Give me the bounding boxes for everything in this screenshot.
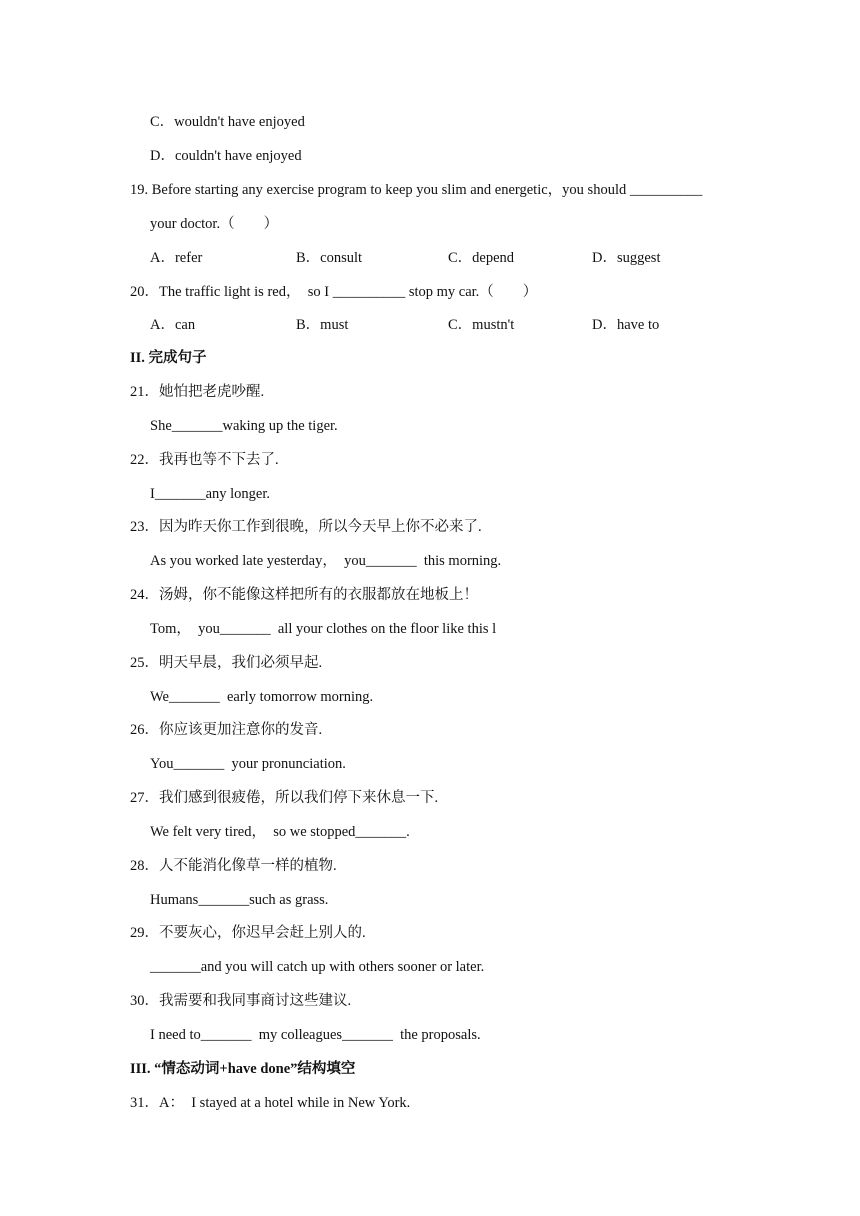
sentence-23-en: As you worked late yesterday， you_______ this morning.	[150, 553, 502, 569]
sentence-27-cn: 27．我们感到很疲倦，所以我们停下来休息一下.	[130, 790, 439, 806]
sentence-25-cn: 25．明天早晨，我们必须早起.	[130, 655, 323, 671]
q19-option-c: C．depend	[448, 250, 515, 266]
sentence-28-cn: 28．人不能消化像草一样的植物.	[130, 858, 337, 874]
section-heading-2: II. 完成句子	[130, 350, 207, 366]
question-19: 19. Before starting any exercise program to keep you slim and energetic，you should __________	[130, 182, 703, 198]
q19-option-a: A．refer	[150, 250, 203, 266]
q20-option-a: A．can	[150, 317, 196, 333]
q20-option-b: B．must	[296, 317, 349, 333]
sentence-29-en: _______and you will catch up with others sooner or later.	[150, 959, 485, 975]
sentence-29-cn: 29．不要灰心，你迟早会赶上别人的.	[130, 925, 366, 941]
sentence-24-cn: 24．汤姆，你不能像这样把所有的衣服都放在地板上！	[130, 587, 478, 603]
sentence-25-en: We_______ early tomorrow morning.	[150, 689, 374, 705]
question-31: 31．A： I stayed at a hotel while in New York.	[130, 1095, 411, 1111]
q19-option-d: D．suggest	[592, 250, 661, 266]
q20-option-d: D．have to	[592, 317, 660, 333]
question-19-cont: your doctor.（ ）	[150, 216, 279, 232]
section-heading-3: III. “情态动词+have done”结构填空	[130, 1061, 356, 1077]
option-c: C．wouldn't have enjoyed	[150, 114, 305, 130]
q20-option-c: C．mustn't	[448, 317, 515, 333]
sentence-26-en: You_______ your pronunciation.	[150, 756, 346, 772]
sentence-26-cn: 26．你应该更加注意你的发音.	[130, 722, 323, 738]
sentence-30-cn: 30．我需要和我同事商讨这些建议.	[130, 993, 352, 1009]
sentence-21-en: She_______waking up the tiger.	[150, 418, 338, 434]
sentence-22-cn: 22．我再也等不下去了.	[130, 452, 279, 468]
q19-option-b: B．consult	[296, 250, 363, 266]
sentence-28-en: Humans_______such as grass.	[150, 892, 329, 908]
sentence-23-cn: 23．因为昨天你工作到很晚，所以今天早上你不必来了.	[130, 519, 482, 535]
sentence-21-cn: 21．她怕把老虎吵醒.	[130, 384, 265, 400]
sentence-27-en: We felt very tired， so we stopped_______.	[150, 824, 410, 840]
sentence-30-en: I need to_______ my colleagues_______ the proposals.	[150, 1027, 481, 1043]
option-d: D．couldn't have enjoyed	[150, 148, 302, 164]
question-20: 20．The traffic light is red， so I __________ stop my car.（ ）	[130, 284, 538, 300]
sentence-24-en: Tom， you_______ all your clothes on the floor like this l	[150, 621, 497, 637]
sentence-22-en: I_______any longer.	[150, 486, 271, 502]
